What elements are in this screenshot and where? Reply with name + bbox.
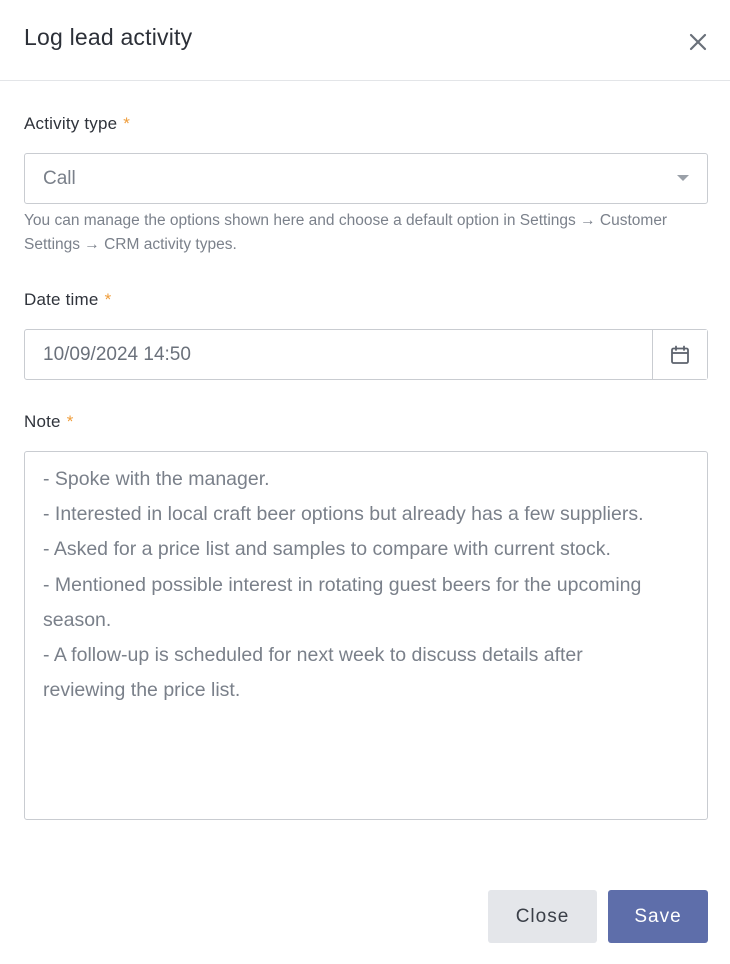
note-line: season. — [43, 608, 112, 631]
date-time-field[interactable] — [24, 329, 708, 380]
activity-type-label — [24, 114, 130, 134]
close-button[interactable]: Close — [488, 890, 597, 943]
save-button[interactable]: Save — [608, 890, 708, 943]
note-line: - Mentioned possible interest in rotating guest beers for the upcoming — [43, 573, 642, 596]
note-line: - A follow-up is scheduled for next week to discuss details after — [43, 644, 583, 667]
note-line: reviewing the price list. — [43, 679, 241, 702]
note-line: - Asked for a price list and samples to compare with current stock. — [43, 538, 611, 561]
required-marker: * — [123, 114, 131, 133]
caret-down-icon — [677, 175, 689, 181]
activity-type-label-text: Activity type — [24, 114, 118, 133]
date-time-label-text: Date time — [24, 290, 99, 309]
date-time-value[interactable]: 10/09/2024 14:50 — [43, 344, 191, 365]
note-label-text: Note — [24, 412, 61, 431]
calendar-icon — [670, 345, 690, 365]
activity-type-select[interactable] — [24, 153, 708, 204]
note-line: - Interested in local craft beer options but already has a few suppliers. — [43, 503, 644, 526]
dialog-title: Log lead activity — [24, 24, 193, 50]
dialog-header — [0, 0, 730, 81]
activity-type-value: Call — [43, 168, 76, 189]
close-icon[interactable] — [686, 30, 710, 54]
activity-type-help: You can manage the options shown here and choose a default option in Settings → Customer Settings → CRM activity types. — [24, 212, 668, 253]
note-label — [24, 412, 74, 432]
date-time-label — [24, 290, 111, 310]
calendar-button[interactable] — [652, 330, 707, 379]
note-textarea[interactable] — [24, 451, 708, 820]
required-marker: * — [104, 290, 112, 309]
required-marker: * — [66, 412, 74, 431]
note-line: - Spoke with the manager. — [43, 468, 270, 490]
